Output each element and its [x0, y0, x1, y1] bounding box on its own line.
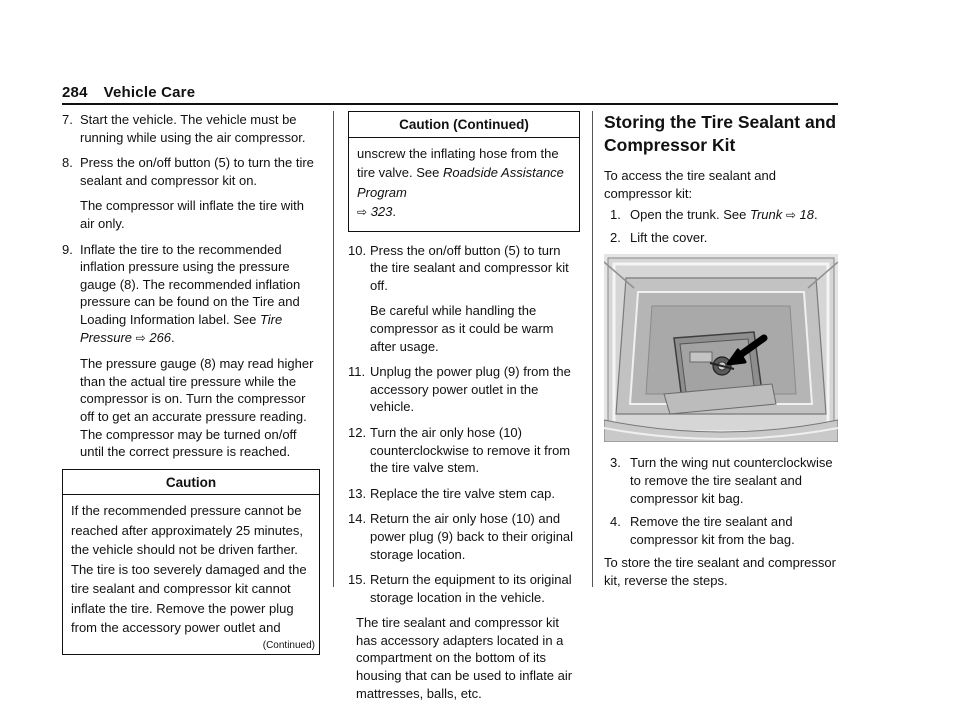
step-text: Press the on/off button (5) to turn the tire sealant and compressor kit on.	[80, 155, 314, 188]
step-text: Return the equipment to its original storage location in the vehicle.	[370, 572, 572, 605]
page-header	[62, 84, 195, 101]
page-ref-number[interactable]: 18	[799, 207, 815, 223]
step-3	[604, 454, 838, 507]
page-ref-number[interactable]: 323	[370, 204, 393, 220]
step-text: Start the vehicle. The vehicle must be running while using the air compressor.	[80, 112, 306, 145]
step-11	[348, 363, 580, 416]
column-1	[62, 111, 320, 655]
step-text: Press the on/off button (5) to turn the tire sealant and compressor kit off.	[370, 242, 569, 293]
step-text: Turn the wing nut counterclockwise to remove the tire sealant and compressor kit bag.	[630, 455, 833, 506]
accessory-adapters-paragraph: The tire sealant and compressor kit has accessory adapters located in a compartment on the bottom of its housing that can be used to inflate air mattresses, balls, etc.	[356, 615, 573, 701]
caution-text	[349, 138, 579, 231]
page-ref-number[interactable]: 266	[149, 329, 172, 345]
page-ref-arrow-icon: ⇨	[357, 205, 368, 220]
period: .	[814, 207, 818, 223]
trunk-link[interactable]: Trunk	[749, 207, 783, 223]
caution-text-run: unscrew the inflating hose from the tire valve. See	[357, 145, 559, 181]
column-3	[604, 111, 838, 590]
page-number: 284	[62, 84, 88, 101]
trunk-compressor-illustration	[604, 254, 838, 442]
period: .	[171, 329, 175, 345]
caution-text: If the recommended pressure cannot be reached after approximately 25 minutes, the vehicle should not be driven farther. The tire is too severely damaged and the tire sealant and compressor kit cannot inflate the tire. Remove the power plug from the accessory power outlet and	[71, 503, 307, 636]
step-number: 11.	[348, 364, 366, 380]
tire-pressure-link[interactable]: Tire Pressure	[80, 311, 283, 345]
step-10	[348, 242, 580, 356]
step-2	[604, 229, 838, 247]
step-9	[62, 241, 320, 461]
step-4	[604, 513, 838, 548]
step-15	[348, 571, 580, 606]
step-number: 7.	[62, 112, 73, 127]
step-13	[348, 485, 580, 503]
column-divider-left	[333, 111, 334, 587]
step-7	[62, 111, 320, 146]
header-rule	[62, 103, 838, 105]
step-number: 3.	[610, 455, 621, 471]
page-ref-arrow-icon: ⇨	[785, 208, 796, 223]
caution-box	[62, 469, 320, 655]
step-12	[348, 424, 580, 477]
page-ref-arrow-icon: ⇨	[135, 330, 146, 345]
trunk-illustration-svg	[604, 254, 838, 442]
caution-title: Caution	[63, 470, 319, 496]
step-number: 2.	[610, 229, 621, 245]
step-number: 10.	[348, 242, 367, 258]
step-note: Be careful while handling the compressor as it could be warm after usage.	[370, 303, 554, 354]
period: .	[392, 204, 397, 220]
step-text: Replace the tire valve stem cap.	[370, 485, 555, 501]
step-number: 9.	[62, 241, 73, 257]
caution-continued-box	[348, 111, 580, 232]
step-note: The pressure gauge (8) may read higher than the actual tire pressure while the compressor is on. Turn the compressor off to get an accurate pressure reading. The compressor may be turned on/off until the correct pressure is reached.	[80, 356, 314, 460]
continued-label: (Continued)	[262, 639, 315, 651]
section-heading: Storing the Tire Sealant and Compressor Kit	[604, 112, 837, 155]
step-8	[62, 154, 320, 232]
step-text-run: Inflate the tire to the recommended inflation pressure using the pressure gauge (8). The recommended inflation pressure can be found on the Tire and Loading Information label. See	[80, 241, 301, 327]
step-text: Lift the cover.	[630, 229, 708, 245]
step-number: 15.	[348, 572, 367, 588]
step-text: Remove the tire sealant and compressor kit from the bag.	[630, 514, 795, 547]
step-number: 1.	[610, 207, 621, 223]
step-number: 14.	[348, 511, 367, 527]
closing-text: To store the tire sealant and compressor kit, reverse the steps.	[604, 555, 836, 588]
step-number: 12.	[348, 424, 367, 440]
intro-text: To access the tire sealant and compressor kit:	[604, 168, 776, 201]
step-text: Unplug the power plug (9) from the accessory power outlet in the vehicle.	[370, 364, 571, 415]
step-number: 8.	[62, 155, 73, 171]
step-14	[348, 510, 580, 563]
step-text: Open the trunk. See	[630, 207, 750, 223]
step-note: The compressor will inflate the tire with air only.	[80, 198, 304, 231]
step-1	[604, 206, 838, 225]
roadside-assistance-link[interactable]: Roadside Assistance Program	[357, 165, 564, 200]
column-divider-right	[592, 111, 593, 587]
step-number: 4.	[610, 514, 621, 530]
caution-title: Caution (Continued)	[349, 112, 579, 138]
step-number: 13.	[348, 485, 367, 501]
step-text: Return the air only hose (10) and power plug (9) back to their original storage location.	[370, 511, 574, 562]
step-text: Turn the air only hose (10) counterclockwise to remove it from the tire valve stem.	[370, 424, 571, 476]
column-2	[348, 111, 580, 702]
step-text	[80, 241, 320, 348]
section-title: Vehicle Care	[103, 84, 196, 101]
